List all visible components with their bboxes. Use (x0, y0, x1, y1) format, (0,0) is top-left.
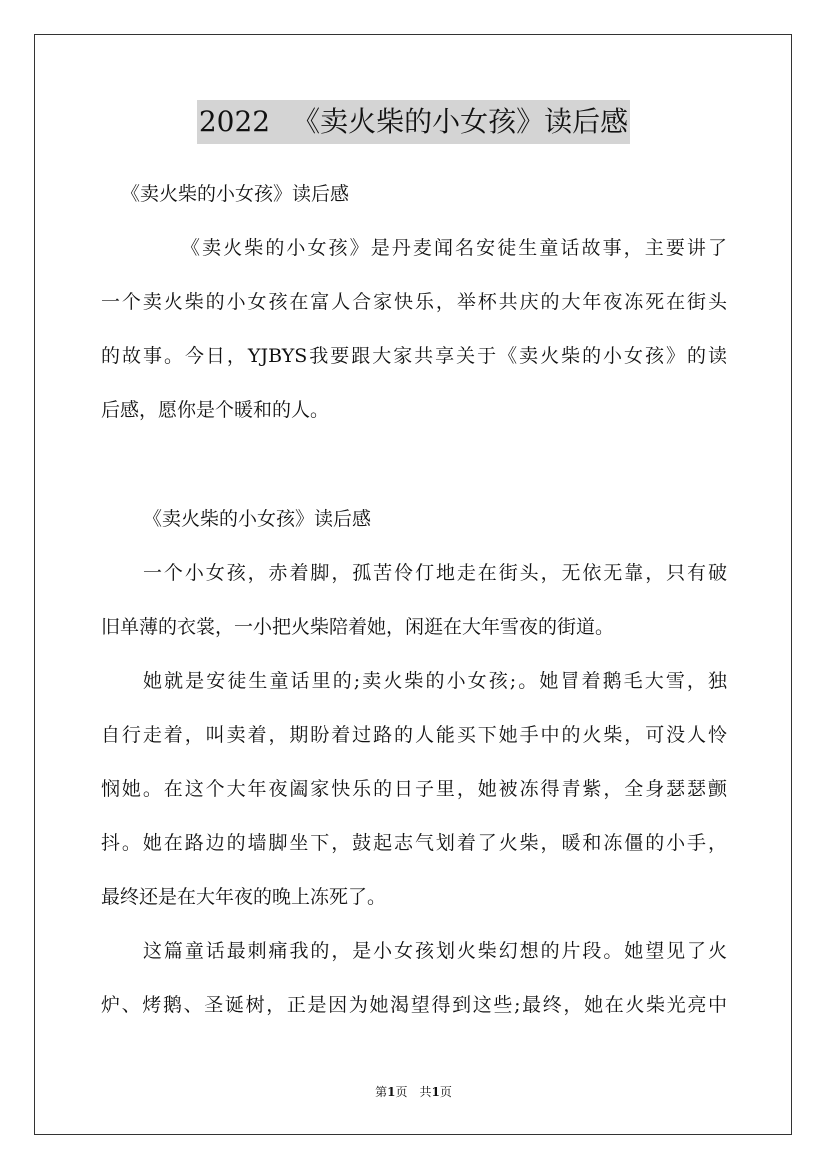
paragraph-line: 《卖火柴的小女孩》是丹麦闻名安徒生童话故事，主要讲了 (181, 237, 727, 259)
title-main: 《卖火柴的小女孩》读后感 (292, 105, 629, 138)
paragraph-line: 抖。她在路边的墙脚坐下，鼓起志气划着了火柴，暖和冻僵的小手， (101, 832, 727, 854)
paragraph-line: 自行走着，叫卖着，期盼着过路的人能买下她手中的火柴，可没人怜 (101, 724, 727, 746)
paragraph-line: 一个小女孩，赤着脚，孤苦伶仃地走在街头，无依无靠，只有破 (143, 562, 727, 584)
page-footer (0, 1084, 827, 1100)
document-title (197, 100, 630, 144)
paragraph-line: 后感，愿你是个暖和的人。 (101, 399, 330, 421)
title-container (0, 100, 827, 144)
paragraph-line: 这篇童话最刺痛我的，是小女孩划火柴幻想的片段。她望见了火 (143, 940, 727, 962)
paragraph-line: 她就是安徒生童话里的;卖火柴的小女孩;。她冒着鹅毛大雪，独 (143, 670, 727, 692)
paragraph-line: 的故事。今日，YJBYS我要跟大家共享关于《卖火柴的小女孩》的读 (101, 345, 727, 367)
footer-page-prefix: 第 (375, 1085, 388, 1099)
title-year: 2022 (198, 105, 271, 138)
paragraph-line: 炉、烤鹅、圣诞树，正是因为她渴望得到这些;最终，她在火柴光亮中 (101, 994, 727, 1016)
paragraph-line: 悯她。在这个大年夜阖家快乐的日子里，她被冻得青紫，全身瑟瑟颤 (101, 778, 727, 800)
footer-page-suffix: 页 (439, 1085, 452, 1099)
section-heading: 《卖火柴的小女孩》读后感 (143, 508, 372, 530)
footer-page-mid: 页 共 (395, 1085, 432, 1099)
footer-page-number: 1 (387, 1085, 396, 1099)
paragraph-line: 一个卖火柴的小女孩在富人合家快乐，举杯共庆的大年夜冻死在街头 (101, 291, 727, 313)
subtitle-line: 《卖火柴的小女孩》读后感 (121, 183, 350, 205)
footer-page-total: 1 (431, 1085, 440, 1099)
paragraph-line: 最终还是在大年夜的晚上冻死了。 (101, 886, 387, 908)
paragraph-line: 旧单薄的衣裳，一小把火柴陪着她，闲逛在大年雪夜的街道。 (101, 616, 615, 638)
